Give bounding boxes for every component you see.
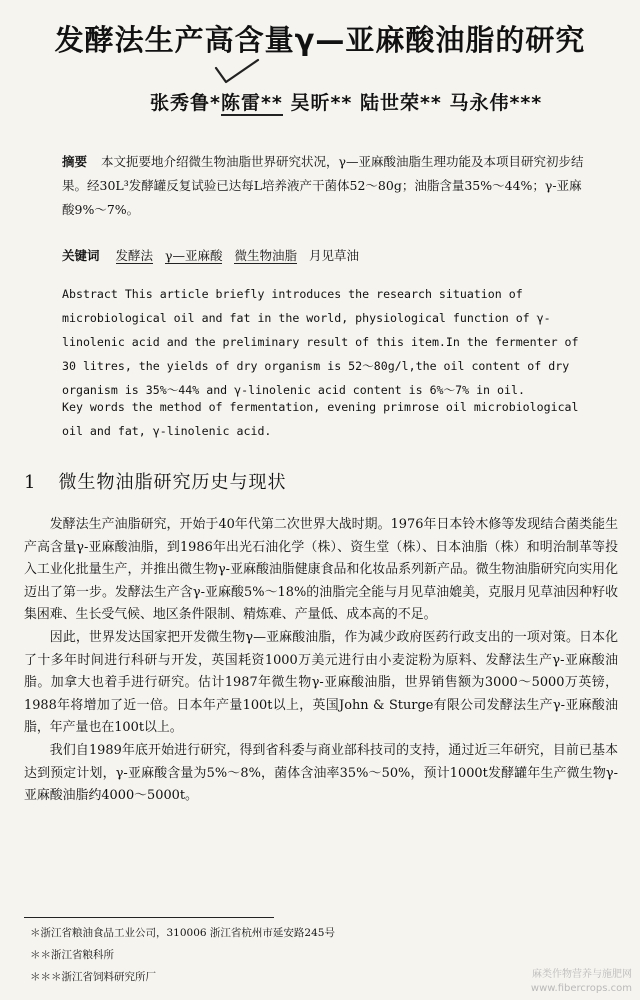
footnote: ＊浙江省粮油食品工业公司，310006 浙江省杭州市延安路245号 <box>30 927 335 939</box>
english-keywords: Key words the method of fermentation, evening primrose oil microbiological oil and fat, γ-linolenic acid. <box>62 400 579 438</box>
section-title: 微生物油脂研究历史与现状 <box>58 472 287 493</box>
body-paragraph: 因此，世界发达国家把开发微生物γ—亚麻酸油脂，作为减少政府医药行政支出的一项对策。日本化了十多年时间进行科研与开发，英国耗资1000万美元进行由小麦淀粉为原料、发酵法生产γ-亚麻酸油脂。加拿大也着手进行研究。估计1987年微生物γ-亚麻酸油脂，世界销售额为3000～5000万英镑，1988年将增加了近一倍。日本年产量100t以上，英国John & Sturge有限公司发酵法生产γ-亚麻酸油脂，年产量也在100t以上。 <box>24 629 618 736</box>
watermark-url: www.fibercrops.com <box>530 983 632 994</box>
footnote-divider <box>24 917 274 918</box>
author-name: 吴昕** <box>290 92 353 114</box>
section-number: 1 <box>24 472 37 493</box>
keywords-label: 关键词 <box>62 248 100 263</box>
footnote: ＊＊＊浙江省饲料研究所厂 <box>30 971 156 983</box>
chinese-abstract <box>62 150 594 222</box>
watermark-name: 麻类作物营养与施肥网 <box>532 969 632 980</box>
author-name-underlined: 陈雷** <box>220 92 283 114</box>
body-paragraph: 我们自1989年底开始进行研究，得到省科委与商业部科技司的支持，通过近三年研究，目前已基本达到预定计划，γ-亚麻酸含量为5%～8%，菌体含油率35%～50%，预计1000t发酵罐年生产微生物γ-亚麻酸油脂约4000～5000t。 <box>24 742 618 804</box>
body-text <box>24 514 618 808</box>
keyword: 发酵法 <box>115 248 154 263</box>
abstract-text: 本文扼要地介绍微生物油脂世界研究状况，γ—亚麻酸油脂生理功能及本项目研究初步结果。经30L³发酵罐反复试验已达每L培养液产干菌体52～80g；油脂含量35%～44%；γ-亚麻酸9%～7%。 <box>62 154 584 217</box>
keyword: 月见草油 <box>308 248 359 263</box>
body-paragraph: 发酵法生产油脂研究，开始于40年代第二次世界大战时期。1976年日本铃木修等发现结合菌类能生产高含量γ-亚麻酸油脂，到1986年出光石油化学（株）、资生堂（株）、日本油脂（株）和明治制革等投入工业化批量生产，并推出微生物γ-亚麻酸油脂健康食品和化妆品系列新产品。微生物油脂研究向实用化迈出了第一步。发酵法生产含γ-亚麻酸5%～18%的油脂完全能与月见草油媲美，克服月见草油因种籽收集困难、生长受气候、地区条件限制、精炼难、产量低、成本高的不足。 <box>24 517 618 623</box>
chinese-keywords <box>62 244 594 268</box>
author-name: 马永伟*** <box>449 92 543 114</box>
site-watermark <box>482 968 632 996</box>
author-list <box>150 88 570 115</box>
keyword: γ—亚麻酸 <box>165 248 223 263</box>
english-abstract: Abstract This article briefly introduces the research situation of microbiological oil and fat in the world, physiological function of γ-linolenic acid and the preliminary result of this item.In the fermenter of 30 litres, the yields of dry organism is 52～80g/l,the oil content of dry organism is 35%～44% and γ-linolenic acid content is 6%～7% in oil. <box>62 287 579 397</box>
author-name: 张秀鲁* <box>150 92 221 114</box>
section-heading <box>24 468 584 494</box>
handwritten-checkmark-icon <box>212 56 262 86</box>
paper-title: 发酵法生产高含量γ—亚麻酸油脂的研究 <box>54 23 586 57</box>
keyword: 微生物油脂 <box>234 248 297 263</box>
footnote: ＊＊浙江省粮科所 <box>30 949 114 961</box>
author-name: 陆世荣** <box>359 92 442 114</box>
abstract-label: 摘要 <box>62 154 88 169</box>
